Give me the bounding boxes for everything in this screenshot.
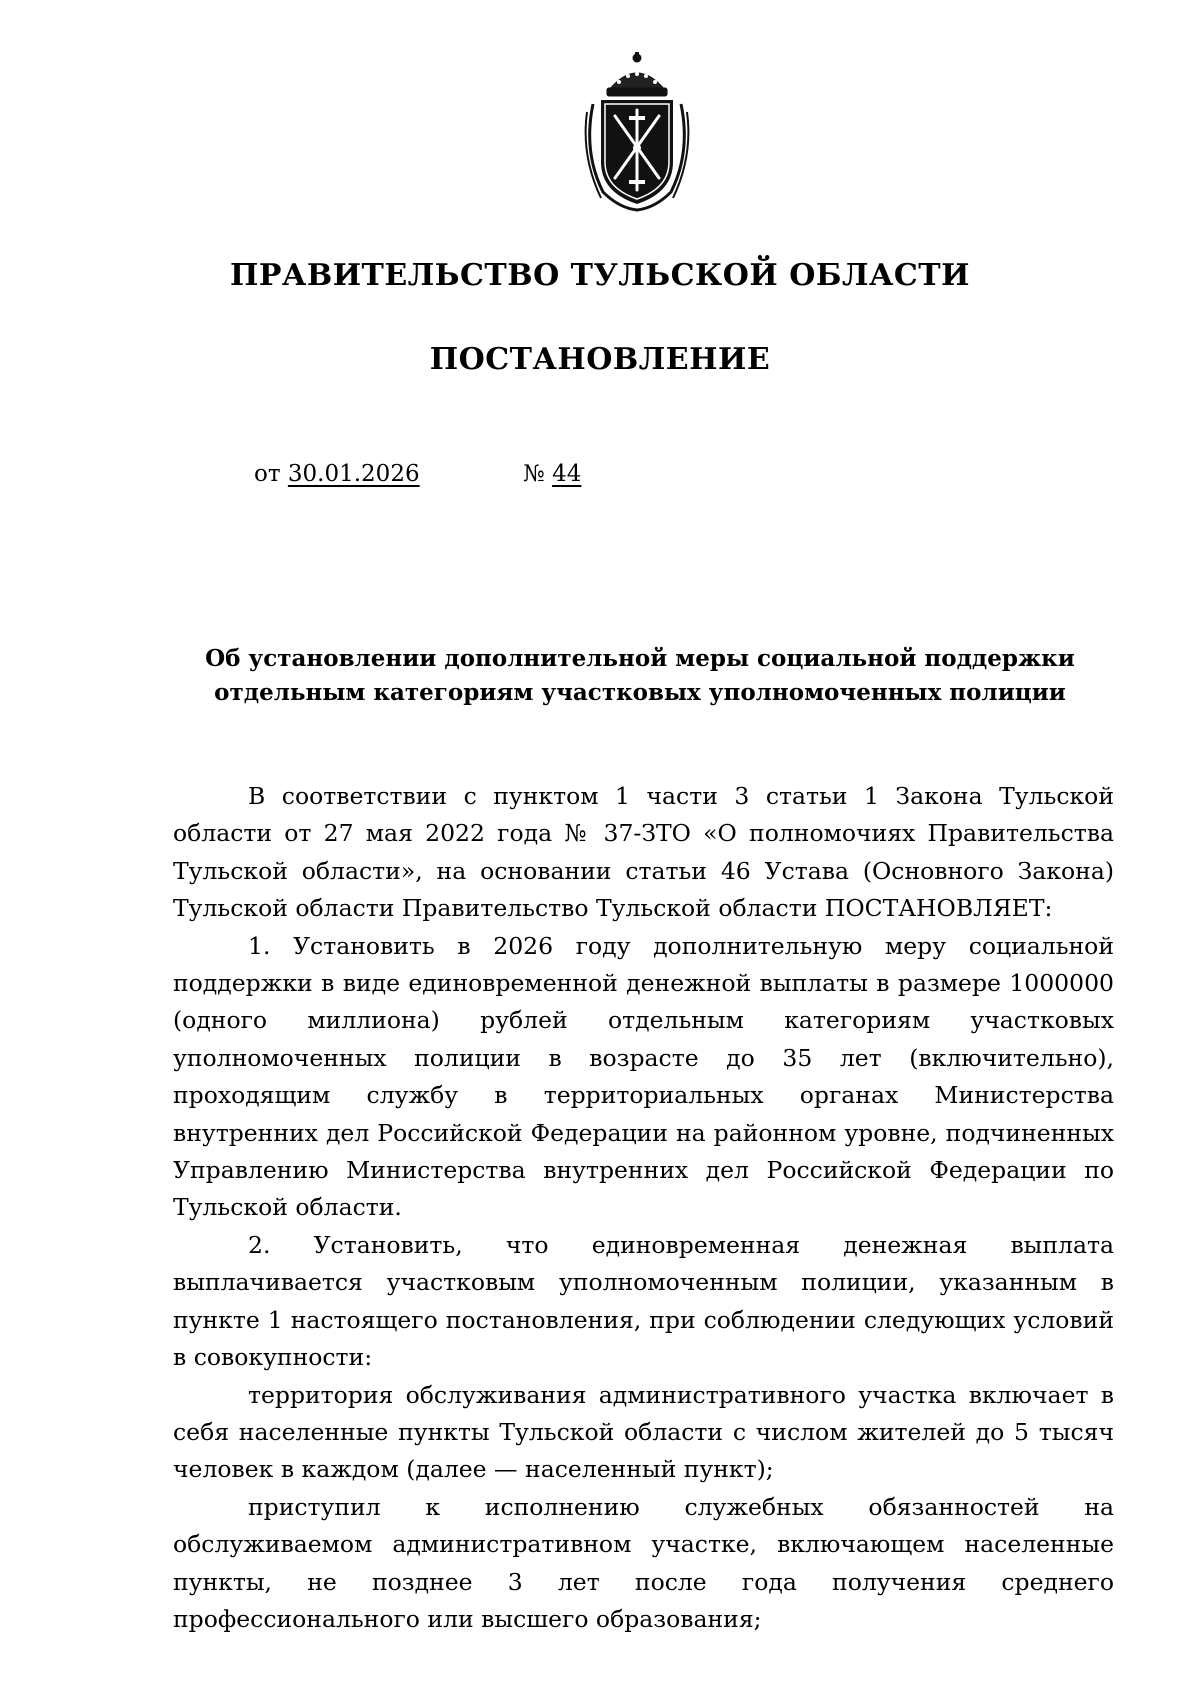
body-paragraph: приступил к исполнению служебных обязанностей на обслуживаемом административном участке, включающем населенные пункты, не позднее 3 лет после года получения среднего профессионального или высшего образования; (173, 1492, 1114, 1633)
number-line (523, 458, 581, 490)
date-prefix: от (254, 461, 281, 487)
body-paragraph: территория обслуживания административного участка включает в себя населенные пункты Тульской области с числом жителей до 5 тысяч человек в каждом (далее — населенный пункт); (173, 1380, 1114, 1484)
number-prefix: № (523, 461, 545, 487)
date-line (254, 458, 420, 490)
government-title: ПРАВИТЕЛЬСТВО ТУЛЬСКОЙ ОБЛАСТИ (230, 258, 970, 293)
heading-line-1: Об установлении дополнительной меры социальной поддержки (205, 645, 1075, 672)
body-paragraph: В соответствии с пунктом 1 части 3 статьи 1 Закона Тульской области от 27 мая 2022 года № 37-ЗТО «О полномочиях Правительства Тульской области», на основании статьи 46 Устава (Основного Закона) Тульской области Правительство Тульской области ПОСТАНОВЛЯЕТ: (173, 782, 1114, 923)
document-heading (170, 642, 1110, 710)
coat-of-arms-icon (579, 52, 695, 212)
document-body (173, 778, 1114, 1638)
document-type: ПОСТАНОВЛЕНИЕ (429, 342, 771, 377)
heading-line-2: отдельным категориям участковых уполномоченных полиции (214, 679, 1066, 706)
document-date: 30.01.2026 (287, 461, 420, 487)
document-number: 44 (552, 461, 582, 487)
body-paragraph: 2. Установить, что единовременная денежная выплата выплачивается участковым уполномоченным полиции, указанным в пункте 1 настоящего постановления, при соблюдении следующих условий в совокупности: (173, 1230, 1114, 1372)
body-paragraph: 1. Установить в 2026 году дополнительную меру социальной поддержки в виде единовременной денежной выплаты в размере 1000000 (одного миллиона) рублей отдельным категориям участковых уполномоченных полиции в возрасте до 35 лет (включительно), проходящим службу в территориальных органах Министерства внутренних дел Российской Федерации на районном уровне, подчиненных Управлению Министерства внутренних дел Российской Федерации по Тульской области. (173, 931, 1114, 1222)
